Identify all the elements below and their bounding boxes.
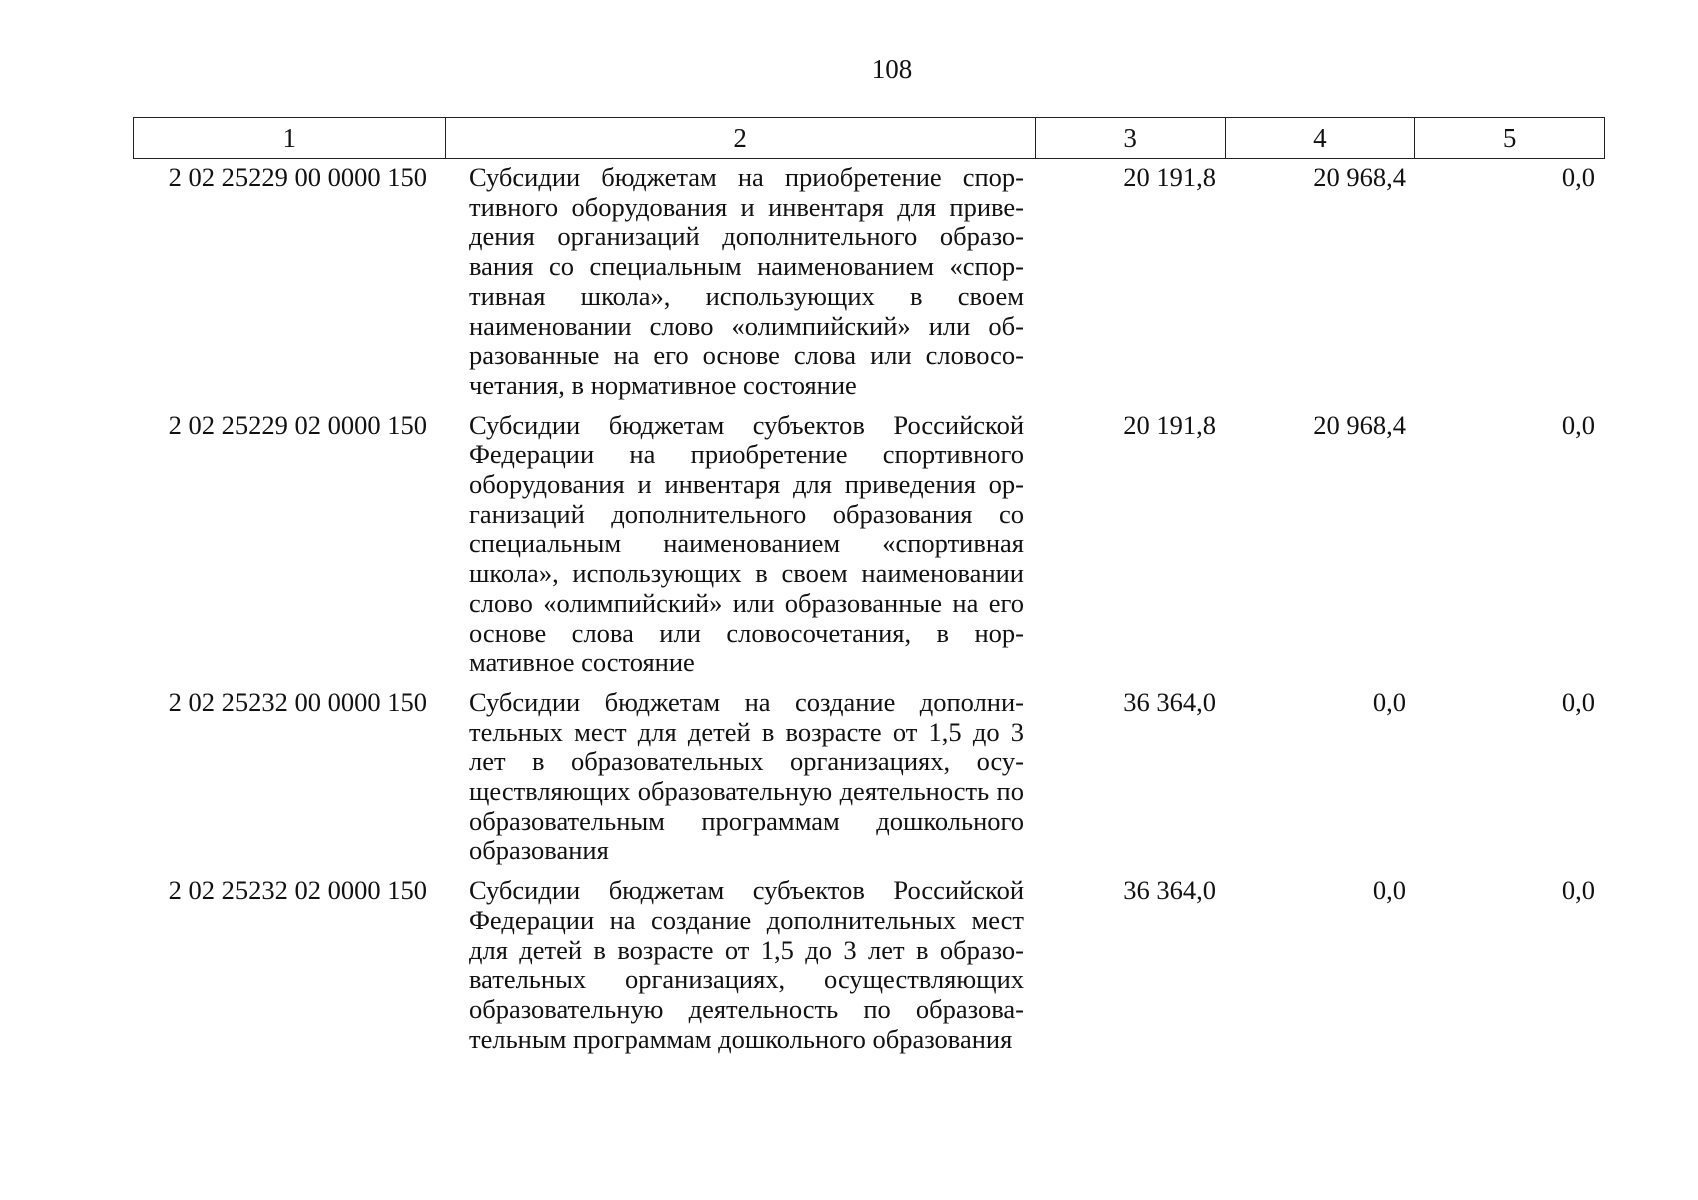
header-col-3: 3 bbox=[1036, 118, 1226, 158]
row-description: Субсидии бюджетам субъектов Российской Федерации на создание дополнительных мест для детей в возрасте от 1,5 до 3 лет в образовательных организациях, осуществляющих образовательную деятельность по образовательным программам дошкольного образования bbox=[469, 875, 1024, 1054]
value-col-5: 0,0 bbox=[1561, 875, 1595, 906]
header-col-4: 4 bbox=[1226, 118, 1416, 158]
row-description: Субсидии бюджетам субъектов Российской Федерации на приобретение спортивного оборудования и инвентаря для приведения организаций дополнительного образования со специальным наименованием «спортивная школа», использующих в своем наименовании слово «олимпийский» или образованные на его основе слова или словосочетания, в нормативное состояние bbox=[469, 409, 1024, 678]
value-col-3: 20 191,8 bbox=[1123, 162, 1216, 192]
row-description: Субсидии бюджетам на приобретение спортивного оборудования и инвентаря для приведения организаций дополнительного образования со специальным наименованием «спортивная школа», использующих в своем наименовании слово «олимпийский» или образованные на его основе слова или словосочетания, в нормативное состояние bbox=[469, 162, 1024, 400]
value-col-4: 20 968,4 bbox=[1313, 162, 1406, 192]
value-col-3: 36 364,0 bbox=[1123, 686, 1216, 717]
value-col-4: 0,0 bbox=[1372, 875, 1406, 906]
budget-code: 2 02 25232 00 0000 150 bbox=[168, 686, 427, 717]
value-col-3: 20 191,8 bbox=[1123, 409, 1216, 440]
value-col-3: 36 364,0 bbox=[1123, 875, 1216, 906]
header-col-1: 1 bbox=[134, 118, 446, 158]
table-body bbox=[133, 163, 1605, 1064]
table-row bbox=[133, 411, 1605, 678]
value-col-4: 20 968,4 bbox=[1313, 409, 1406, 440]
budget-code: 2 02 25229 02 0000 150 bbox=[168, 409, 427, 440]
table-header bbox=[133, 117, 1605, 159]
row-description: Субсидии бюджетам на создание дополнительных мест для детей в возрасте от 1,5 до 3 лет в образовательных организациях, осуществляющих образовательную деятельность по образовательным программам дошкольного образования bbox=[469, 686, 1024, 866]
budget-code: 2 02 25229 00 0000 150 bbox=[168, 162, 427, 192]
table-row bbox=[133, 876, 1605, 1054]
value-col-5: 0,0 bbox=[1561, 162, 1595, 192]
table-row bbox=[133, 688, 1605, 866]
value-col-5: 0,0 bbox=[1561, 409, 1595, 440]
budget-code: 2 02 25232 02 0000 150 bbox=[168, 875, 427, 906]
header-col-2: 2 bbox=[446, 118, 1036, 158]
value-col-5: 0,0 bbox=[1561, 686, 1595, 717]
page-number: 108 bbox=[871, 54, 913, 84]
header-col-5: 5 bbox=[1502, 123, 1517, 153]
table-row bbox=[133, 163, 1605, 401]
value-col-4: 0,0 bbox=[1372, 686, 1406, 717]
